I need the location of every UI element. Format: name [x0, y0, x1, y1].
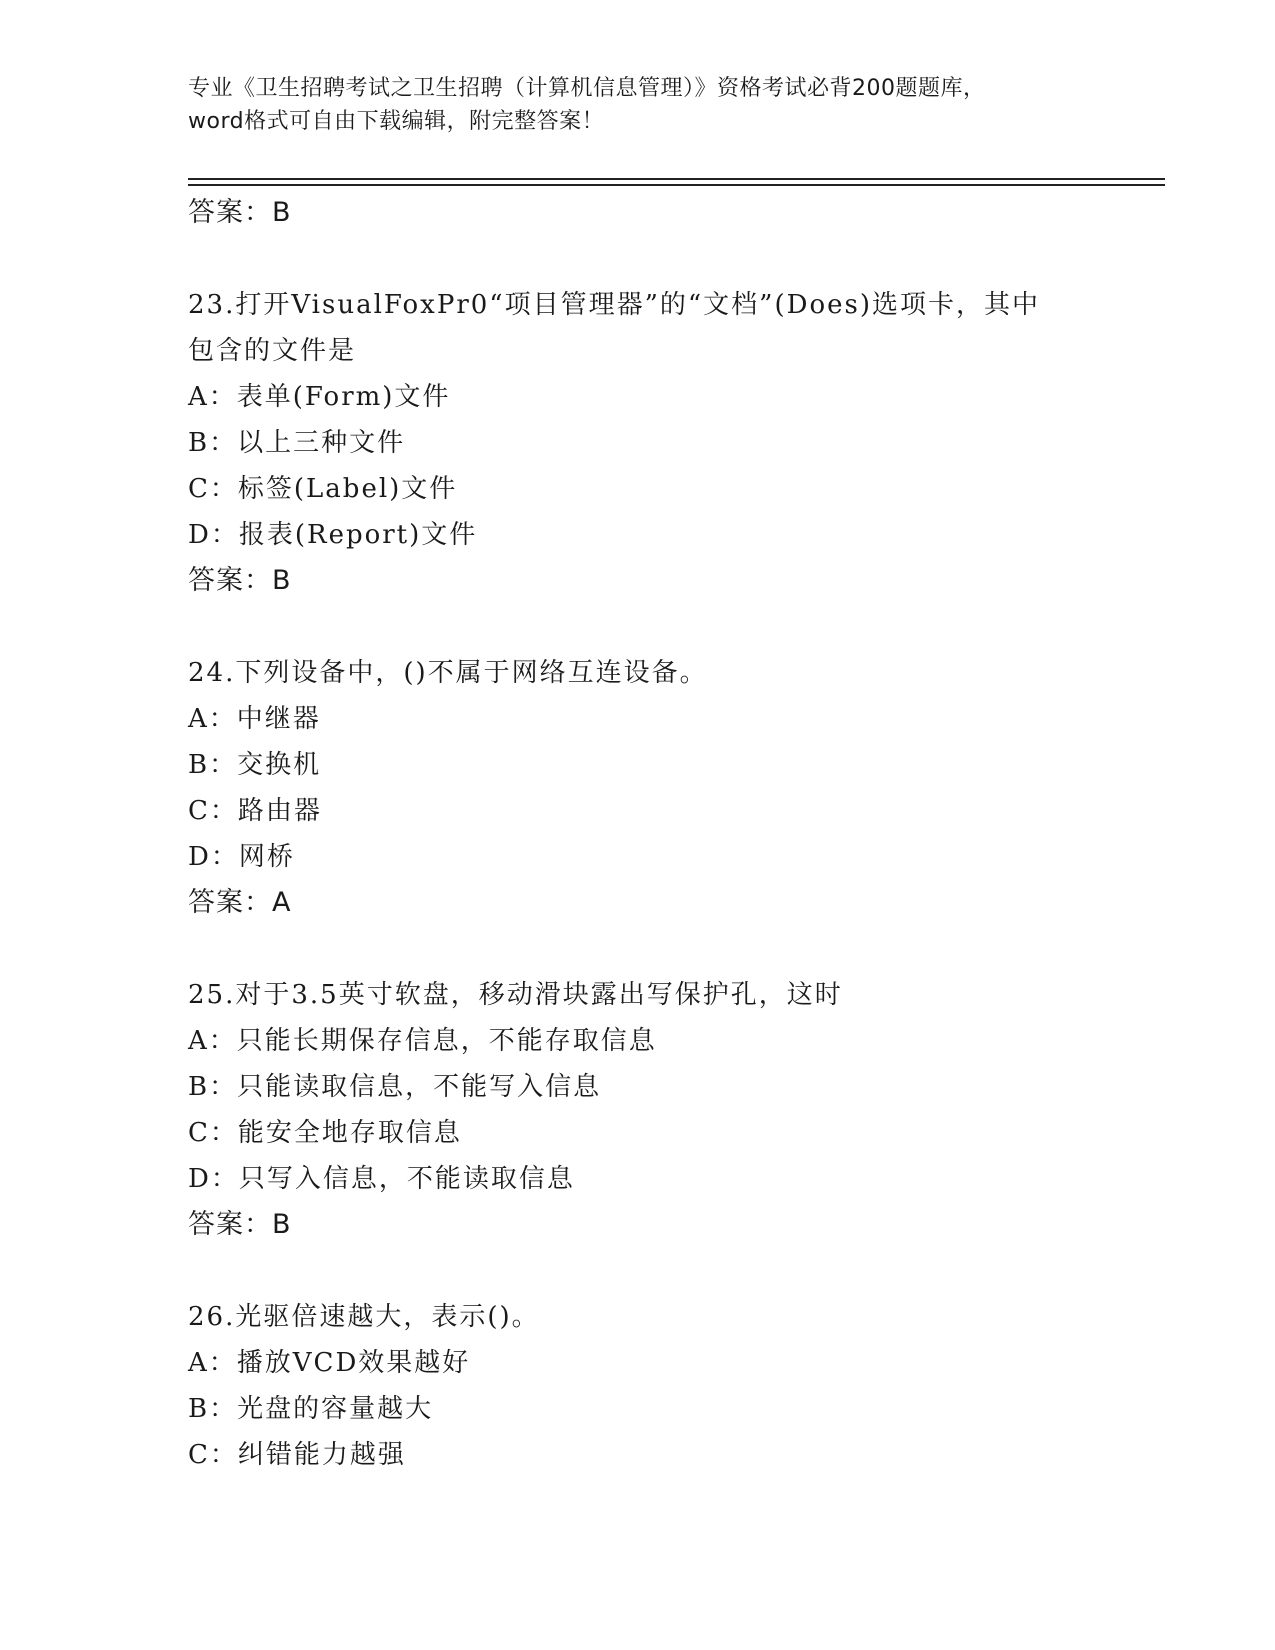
- question-stem: 25.对于3.5英寸软盘，移动滑块露出写保护孔，这时: [188, 980, 843, 1010]
- option-d: D：只写入信息，不能读取信息: [188, 1164, 575, 1194]
- option-c: C：能安全地存取信息: [188, 1118, 462, 1148]
- question-stem: 26.光驱倍速越大，表示()。: [188, 1302, 540, 1332]
- option-b: B：交换机: [188, 750, 322, 780]
- document-header: [188, 72, 1088, 138]
- header-line-2: word格式可自由下载编辑，附完整答案！: [188, 109, 605, 134]
- question-list: [188, 190, 1138, 1478]
- answer-line: 答案：B: [188, 565, 292, 596]
- option-d: D：报表(Report)文件: [188, 520, 478, 550]
- header-divider-bottom: [188, 184, 1165, 186]
- question-24: [188, 650, 1138, 926]
- option-c: C：路由器: [188, 796, 322, 826]
- option-b: B：只能读取信息，不能写入信息: [188, 1072, 602, 1102]
- option-b: B：光盘的容量越大: [188, 1394, 434, 1424]
- answer-line: 答案：B: [188, 197, 292, 228]
- option-a: A：表单(Form)文件: [188, 382, 451, 412]
- question-25: [188, 972, 1138, 1248]
- question-stem: 23.打开VisualFoxPr0“项目管理器”的“文档”(Does)选项卡，其中: [188, 290, 1040, 320]
- answer-line: 答案：A: [188, 887, 292, 918]
- option-a: A：播放VCD效果越好: [188, 1348, 471, 1378]
- option-d: D：网桥: [188, 842, 295, 872]
- option-c: C：标签(Label)文件: [188, 474, 458, 504]
- answer-line: 答案：B: [188, 1209, 292, 1240]
- option-a: A：只能长期保存信息，不能存取信息: [188, 1026, 657, 1056]
- question-26: [188, 1294, 1138, 1478]
- option-a: A：中继器: [188, 704, 321, 734]
- header-divider-top: [188, 178, 1165, 180]
- question-stem: 24.下列设备中，()不属于网络互连设备。: [188, 658, 708, 688]
- question-23: [188, 282, 1138, 604]
- question-stem: 包含的文件是: [188, 336, 357, 366]
- option-c: C：纠错能力越强: [188, 1440, 406, 1470]
- option-b: B：以上三种文件: [188, 428, 406, 458]
- header-line-1: 专业《卫生招聘考试之卫生招聘（计算机信息管理）》资格考试必背200题题库，: [188, 76, 986, 101]
